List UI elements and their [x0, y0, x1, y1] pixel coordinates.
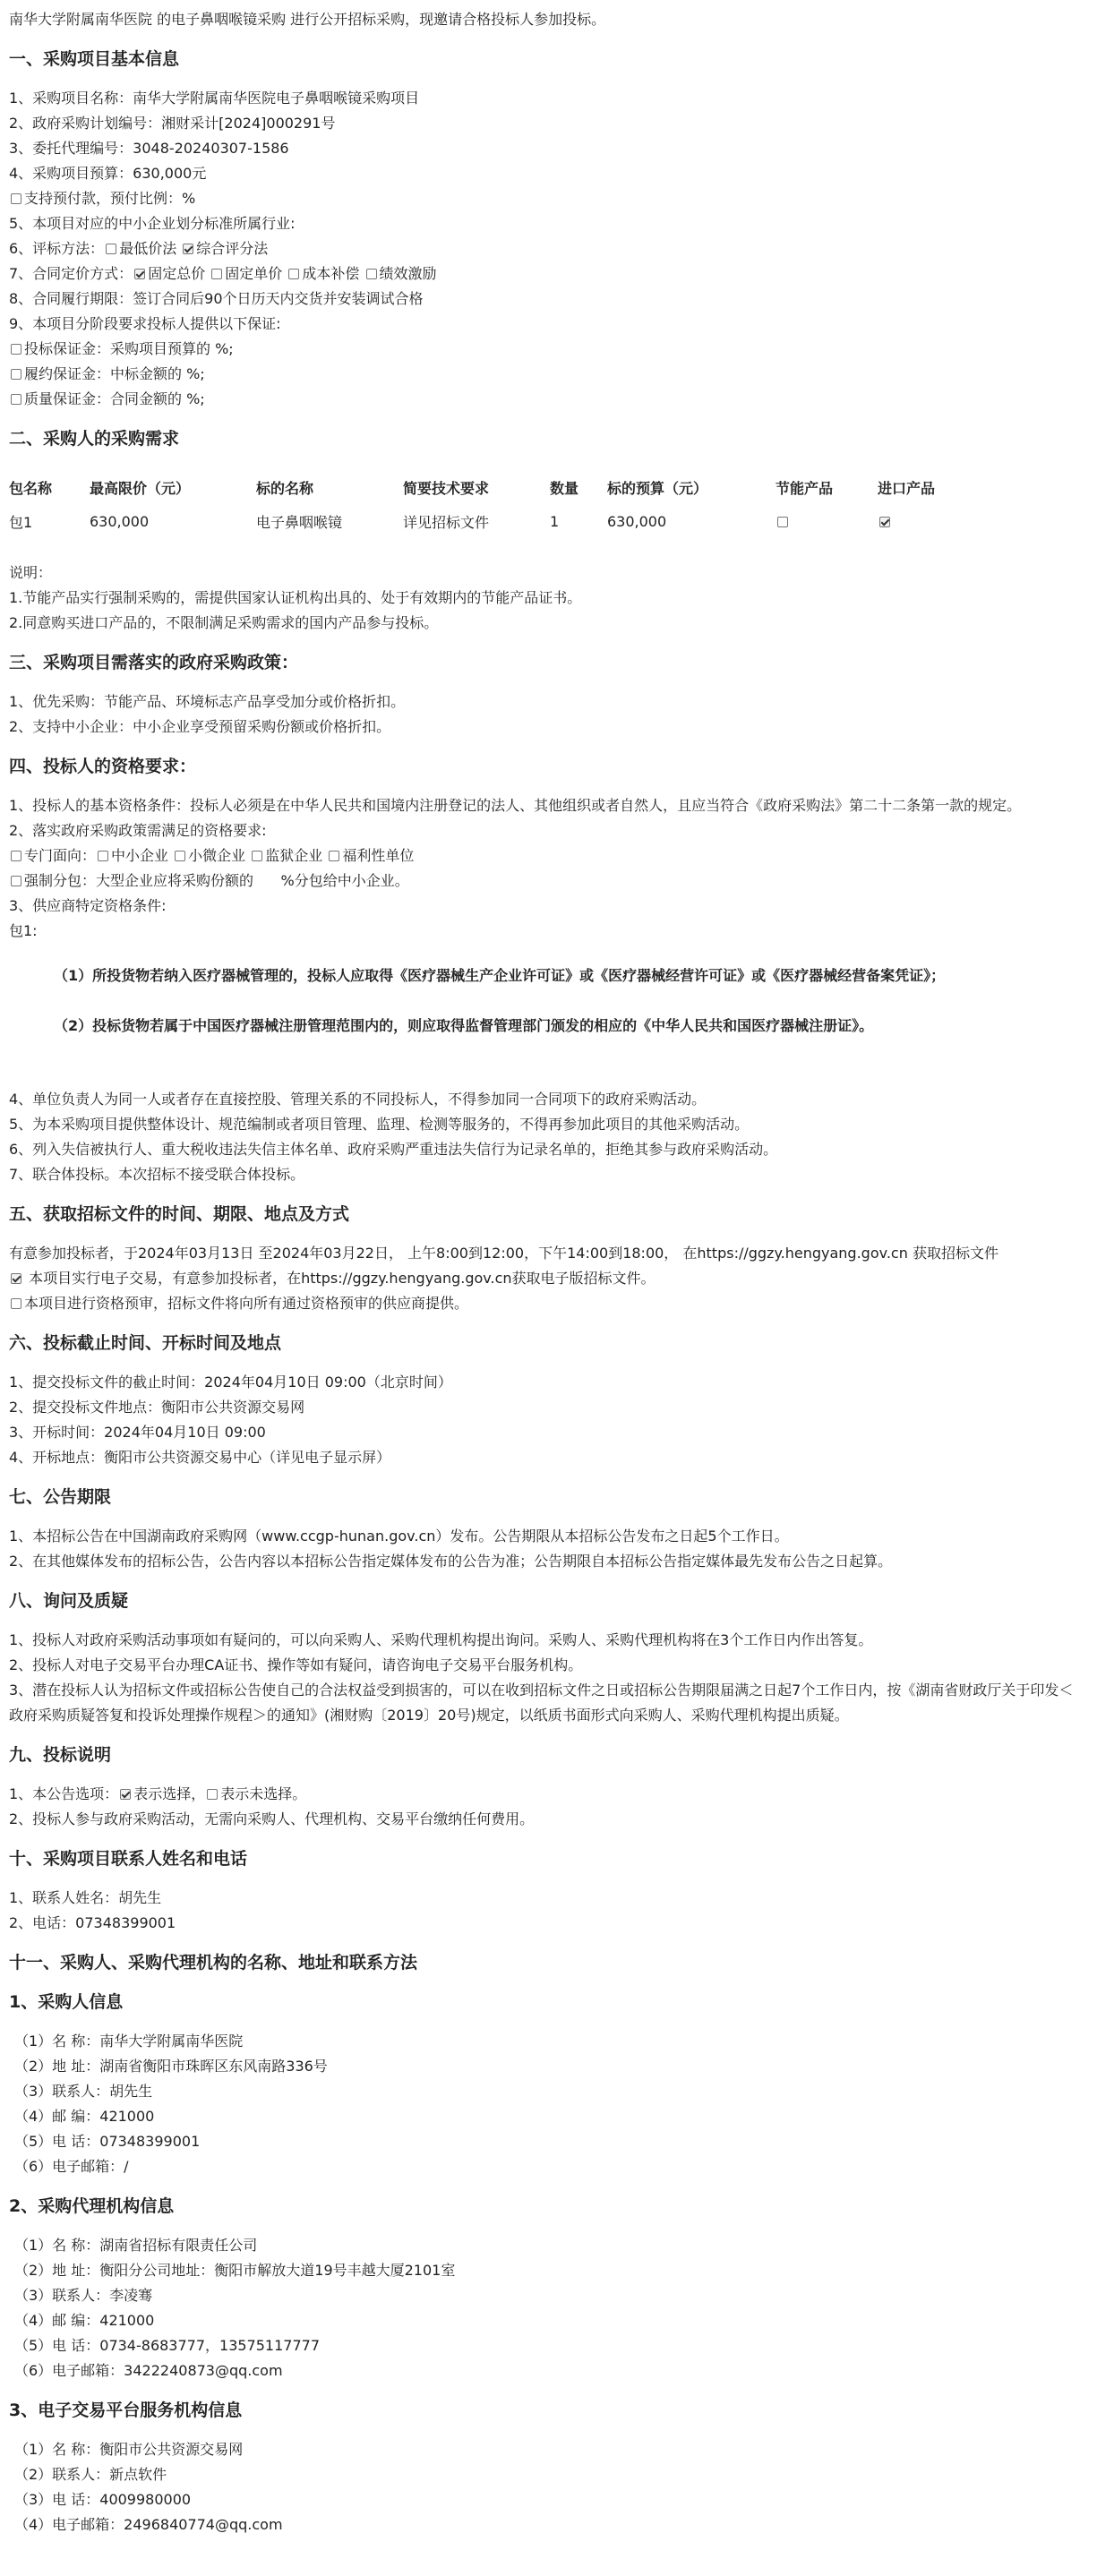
th-max-price: 最高限价（元）	[90, 479, 191, 497]
contact-name: 1、联系人姓名：胡先生	[9, 1889, 162, 1906]
requirements-table	[9, 471, 967, 539]
legend-prefix: 1、本公告选项：	[9, 1785, 119, 1802]
welfare-label: 福利性单位	[342, 847, 415, 864]
micro-label: 小微企业	[188, 847, 246, 864]
welfare-checkbox[interactable]	[329, 851, 339, 861]
fixed-total-checkbox[interactable]	[134, 269, 145, 279]
sme-label: 中小企业	[111, 847, 169, 864]
sme-checkbox[interactable]	[98, 851, 108, 861]
fixed-unit-label: 固定单价	[225, 265, 283, 282]
legend-unchecked-label: 表示未选择。	[220, 1785, 307, 1802]
section-1-title: 一、采购项目基本信息	[9, 49, 180, 69]
section-4-title: 四、投标人的资格要求：	[9, 757, 197, 776]
electronic-trade-checkbox[interactable]	[11, 1273, 21, 1284]
contract-term: 8、合同履行期限：签订合同后90个日历天内交货并安装调试合格	[9, 290, 424, 307]
pricing-method-label: 7、合同定价方式：	[9, 265, 133, 282]
prequalification-line	[9, 1291, 1084, 1316]
policy-2: 2、支持中小企业：中小企业享受预留采购份额或价格折扣。	[9, 718, 391, 735]
qualification-bold-2: （2）投标货物若属于中国医疗器械注册管理范围内的，则应取得监督管理部门颁发的相应的《中华人民共和国医疗器械注册证》。	[54, 1017, 874, 1034]
qualification-bold-1: （1）所投货物若纳入医疗器械管理的，投标人应取得《医疗器械生产企业许可证》或《医疗器械经营许可证》或《医疗器械经营备案凭证》；	[54, 967, 946, 984]
electronic-trade-line	[9, 1266, 1084, 1291]
platform-contact: （2）联系人：新点软件	[14, 2466, 167, 2483]
cell-tech-req: 详见招标文件	[403, 513, 490, 531]
package-label: 包1:	[9, 922, 38, 939]
agent-postcode: （4）邮 编：421000	[14, 2312, 155, 2329]
intro-text: 南华大学附属南华医院 的电子鼻咽喉镜采购 进行公开招标采购，现邀请合格投标人参加投标。	[9, 11, 606, 28]
prepayment-label: 支持预付款，预付比例：%	[24, 190, 196, 207]
quality-bond-line	[9, 387, 1084, 412]
subcontract-line	[9, 869, 1084, 894]
buyer-phone: （5）电 话：07348399001	[14, 2133, 201, 2150]
lowest-price-checkbox[interactable]	[106, 244, 116, 254]
cell-quantity: 1	[550, 512, 560, 530]
cell-item-name: 电子鼻咽喉镜	[256, 513, 343, 531]
policy-qualification: 2、落实政府采购政策需满足的资格要求:	[9, 822, 267, 839]
lowest-price-label: 最低价法	[119, 240, 177, 257]
agent-phone: （5）电 话：0734-8683777，13575117777	[14, 2337, 320, 2354]
perf-bond-label: 履约保证金：中标金额的 %;	[24, 365, 205, 382]
prequalification-label: 本项目进行资格预审，招标文件将向所有通过资格预审的供应商提供。	[24, 1295, 469, 1312]
th-item-name: 标的名称	[256, 479, 314, 497]
submit-location: 2、提交投标文件地点：衡阳市公共资源交易网	[9, 1399, 305, 1416]
th-tech-req: 简要技术要求	[403, 479, 490, 497]
basic-qualification: 1、投标人的基本资格条件：投标人必须是在中华人民共和国境内注册登记的法人、其他组织或者自然人，且应当符合《政府采购法》第二十二条第一款的规定。	[9, 797, 1022, 814]
prison-checkbox[interactable]	[252, 851, 262, 861]
eval-method-line	[9, 236, 1084, 261]
prequalification-checkbox[interactable]	[11, 1298, 21, 1309]
project-name: 1、采购项目名称：南华大学附属南华医院电子鼻咽喉镜采购项目	[9, 90, 420, 107]
section-9-title: 九、投标说明	[9, 1745, 112, 1765]
qual-line-6: 6、列入失信被执行人、重大税收违法失信主体名单、政府采购严重违法失信行为记录名单的，拒绝其参与政府采购活动。	[9, 1141, 778, 1158]
legend-line	[9, 1782, 1084, 1807]
eval-method-label: 6、评标方法：	[9, 240, 105, 257]
bid-bond-checkbox[interactable]	[11, 344, 21, 355]
th-import: 进口产品	[878, 479, 936, 497]
perf-incentive-label: 绩效激励	[379, 265, 437, 282]
buyer-name: （1）名 称：南华大学附属南华医院	[14, 2033, 244, 2050]
comprehensive-score-checkbox[interactable]	[183, 244, 193, 254]
energy-product-checkbox[interactable]	[777, 517, 788, 527]
inquiry-line-1: 1、投标人对政府采购活动事项如有疑问的，可以向采购人、采购代理机构提出询问。采购人、采购代理机构将在3个工作日内作出答复。	[9, 1631, 873, 1648]
buyer-postcode: （4）邮 编：421000	[14, 2108, 155, 2125]
quality-bond-label: 质量保证金：合同金额的 %;	[24, 390, 205, 407]
platform-name: （1）名 称：衡阳市公共资源交易网	[14, 2441, 244, 2458]
industry-line: 5、本项目对应的中小企业划分标准所属行业:	[9, 215, 296, 232]
note-title: 说明：	[9, 564, 53, 581]
cell-item-budget: 630,000	[607, 512, 667, 530]
fixed-total-label: 固定总价	[148, 265, 206, 282]
th-energy: 节能产品	[776, 479, 834, 497]
perf-bond-checkbox[interactable]	[11, 369, 21, 380]
bid-bond-label: 投标保证金：采购项目预算的 %;	[24, 340, 234, 357]
buyer-info-list	[9, 2029, 1084, 2179]
prison-label: 监狱企业	[265, 847, 323, 864]
period-line-1: 1、本招标公告在中国湖南政府采购网（www.ccgp-hunan.gov.cn）发布。公告期限从本招标公告发布之日起5个工作日。	[9, 1528, 789, 1545]
guarantee-heading: 9、本项目分阶段要求投标人提供以下保证:	[9, 315, 281, 332]
buyer-contact: （3）联系人：胡先生	[14, 2083, 153, 2100]
opening-location: 4、开标地点：衡阳市公共资源交易中心（详见电子显示屏）	[9, 1449, 391, 1466]
period-line-2: 2、在其他媒体发布的招标公告，公告内容以本招标公告指定媒体发布的公告为准；公告期限自本招标公告指定媒体最先发布公告之日起算。	[9, 1553, 893, 1570]
fixed-unit-checkbox[interactable]	[211, 269, 222, 279]
specific-qualification: 3、供应商特定资格条件:	[9, 897, 167, 914]
agent-name: （1）名 称：湖南省招标有限责任公司	[14, 2237, 258, 2254]
legend-unchecked-checkbox	[207, 1789, 218, 1800]
section-2-title: 二、采购人的采购需求	[9, 429, 180, 449]
contact-phone: 2、电话：07348399001	[9, 1914, 176, 1931]
cell-package: 包1	[9, 513, 33, 531]
dedicated-label: 专门面向：	[24, 847, 97, 864]
inquiry-line-3: 3、潜在投标人认为招标文件或招标公告使自己的合法权益受到损害的，可以在收到招标文件之日或招标公告期限届满之日起7个工作日内，按《湖南省财政厅关于印发＜政府采购质疑答复和投诉处理操作规程＞的通知》(湘财购〔2019〕20号)规定，以纸质书面形式向采购人、采购代理机构提出质疑。	[9, 1682, 1074, 1724]
platform-info-list	[9, 2437, 1084, 2537]
no-fee-line: 2、投标人参与政府采购活动，无需向采购人、代理机构、交易平台缴纳任何费用。	[9, 1810, 535, 1827]
bid-bond-line	[9, 337, 1084, 362]
dedicated-checkbox[interactable]	[11, 851, 21, 861]
cell-max-price: 630,000	[90, 512, 150, 530]
prepayment-checkbox[interactable]	[11, 193, 21, 204]
project-budget: 4、采购项目预算：630,000元	[9, 165, 207, 182]
cell-energy	[776, 503, 878, 539]
deadline-line: 1、提交投标文件的截止时间：2024年04月10日 09:00（北京时间）	[9, 1374, 452, 1391]
dedicated-line	[9, 843, 1084, 869]
legend-checked-checkbox	[120, 1789, 131, 1800]
perf-incentive-checkbox[interactable]	[366, 269, 377, 279]
subcontract-label: 强制分包：大型企业应将采购份额的 %分包给中小企业。	[24, 872, 409, 889]
prepayment-line	[9, 186, 1084, 211]
section-8-title: 八、询问及质疑	[9, 1591, 129, 1611]
policy-1: 1、优先采购：节能产品、环境标志产品享受加分或价格折扣。	[9, 693, 406, 710]
pricing-method-line	[9, 261, 1084, 287]
agent-info-title: 2、采购代理机构信息	[9, 2196, 175, 2216]
table-header-row	[9, 471, 967, 503]
platform-phone: （3）电 话：4009980000	[14, 2491, 192, 2508]
th-item-budget: 标的预算（元）	[607, 479, 708, 497]
section-10-title: 十、采购项目联系人姓名和电话	[9, 1849, 248, 1869]
comprehensive-score-label: 综合评分法	[196, 240, 269, 257]
electronic-trade-label: 本项目实行电子交易，有意参加投标者，在https://ggzy.hengyang.gov.cn获取电子版招标文件。	[24, 1270, 656, 1287]
qual-line-7: 7、联合体投标。本次招标不接受联合体投标。	[9, 1166, 305, 1183]
qual-line-5: 5、为本采购项目提供整体设计、规范编制或者项目管理、监理、检测等服务的，不得再参加此项目的其他采购活动。	[9, 1116, 750, 1133]
cell-import	[878, 503, 967, 539]
plan-number: 2、政府采购计划编号：湘财采计[2024]000291号	[9, 115, 336, 132]
quality-bond-checkbox[interactable]	[11, 394, 21, 405]
micro-checkbox[interactable]	[175, 851, 185, 861]
section-5-title: 五、获取招标文件的时间、期限、地点及方式	[9, 1204, 350, 1224]
th-quantity: 数量	[550, 479, 579, 497]
note-2: 2.同意购买进口产品的，不限制满足采购需求的国内产品参与投标。	[9, 614, 439, 631]
note-1: 1.节能产品实行强制采购的，需提供国家认证机构出具的、处于有效期内的节能产品证书。	[9, 589, 582, 606]
subcontract-checkbox[interactable]	[11, 876, 21, 886]
agent-info-list	[9, 2233, 1084, 2383]
section-3-title: 三、采购项目需落实的政府采购政策：	[9, 653, 299, 672]
perf-bond-line	[9, 362, 1084, 387]
platform-info-title: 3、电子交易平台服务机构信息	[9, 2401, 243, 2420]
legend-checked-label: 表示选择，	[133, 1785, 206, 1802]
section-11-title: 十一、采购人、采购代理机构的名称、地址和联系方法	[9, 1953, 418, 1973]
opening-time: 3、开标时间：2024年04月10日 09:00	[9, 1424, 266, 1441]
cost-comp-checkbox[interactable]	[288, 269, 299, 279]
buyer-address: （2）地 址：湖南省衡阳市珠晖区东风南路336号	[14, 2058, 328, 2075]
section-7-title: 七、公告期限	[9, 1487, 112, 1507]
inquiry-line-2: 2、投标人对电子交易平台办理CA证书、操作等如有疑问，请咨询电子交易平台服务机构。	[9, 1656, 583, 1673]
buyer-info-title: 1、采购人信息	[9, 1992, 124, 2012]
obtain-docs-line: 有意参加投标者，于2024年03月13日 至2024年03月22日， 上午8:00到12:00，下午14:00到18:00， 在https://ggzy.hengyang.gov.cn 获取招标文件	[9, 1245, 998, 1262]
agent-contact: （3）联系人：李凌骞	[14, 2287, 153, 2304]
import-product-checkbox[interactable]	[879, 517, 890, 527]
qual-line-4: 4、单位负责人为同一人或者存在直接控股、管理关系的不同投标人，不得参加同一合同项下的政府采购活动。	[9, 1091, 707, 1108]
platform-email: （4）电子邮箱：2496840774@qq.com	[14, 2516, 283, 2533]
th-package: 包名称	[9, 479, 53, 497]
agent-email: （6）电子邮箱：3422240873@qq.com	[14, 2362, 283, 2379]
table-row	[9, 503, 967, 539]
buyer-email: （6）电子邮箱：/	[14, 2158, 129, 2175]
cost-comp-label: 成本补偿	[302, 265, 360, 282]
agent-address: （2）地 址：衡阳分公司地址：衡阳市解放大道19号丰越大厦2101室	[14, 2262, 456, 2279]
agent-number: 3、委托代理编号：3048-20240307-1586	[9, 140, 289, 157]
section-6-title: 六、投标截止时间、开标时间及地点	[9, 1333, 282, 1353]
